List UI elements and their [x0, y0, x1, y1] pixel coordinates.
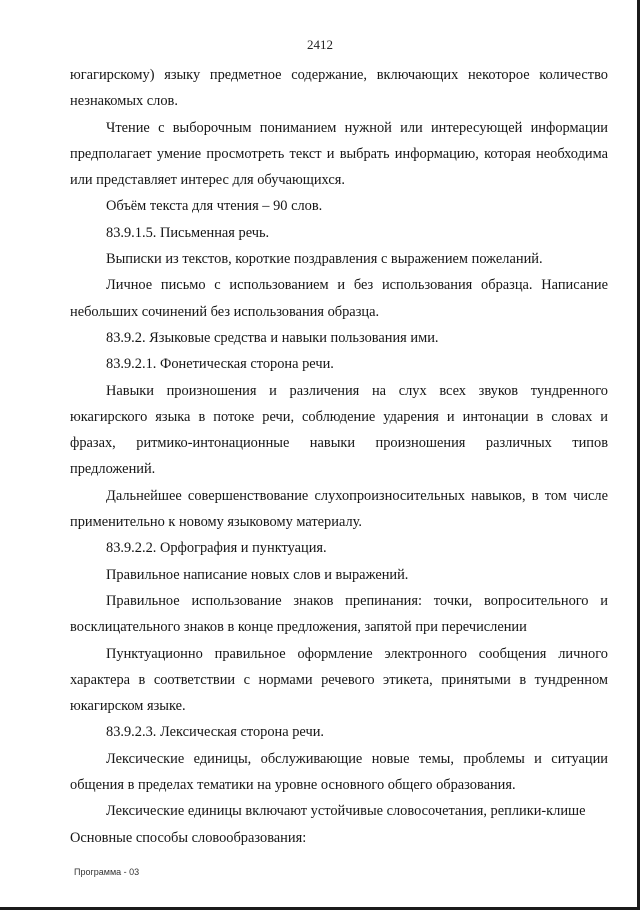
- paragraph-set-phrases: Лексические единицы включают устойчивые словосочетания, реплики-клише: [106, 803, 586, 820]
- heading-lexical: 83.9.2.3. Лексическая сторона речи.: [106, 724, 325, 741]
- heading-language-tools: 83.9.2. Языковые средства и навыки пользования ими.: [106, 329, 439, 346]
- paragraph-continuation: югагирскому) языку предметное содержание, включающих некоторое количество незнакомых слов.: [70, 67, 608, 110]
- paragraph-electronic-message: Пунктуационно правильное оформление электронного сообщения личного характера в соответствии с нормами речевого этикета, принятыми в тундренном юкагирском языке.: [70, 645, 608, 715]
- page-number: 2412: [307, 37, 333, 52]
- heading-written-speech: 83.9.1.5. Письменная речь.: [106, 224, 270, 241]
- paragraph-reading-volume: Объём текста для чтения – 90 слов.: [106, 198, 323, 215]
- footer-label: Программа - 03: [74, 867, 140, 877]
- heading-orthography: 83.9.2.2. Орфография и пунктуация.: [106, 540, 327, 557]
- paragraph-personal-letter: Личное письмо с использованием и без использования образца. Написание небольших сочинений без использования образца.: [70, 277, 608, 320]
- paragraph-lexical-units: Лексические единицы, обслуживающие новые темы, проблемы и ситуации общения в пределах тематики на уровне основного общего образования.: [70, 750, 608, 794]
- paragraph-selective-reading: Чтение с выборочным пониманием нужной или интересующей информации предполагает умение просмотреть текст и выбрать информацию, которая необходима или представляет интерес для обучающихся.: [70, 119, 608, 189]
- paragraph-word-formation: Основные способы словообразования:: [70, 829, 307, 846]
- paragraph-spelling: Правильное написание новых слов и выражений.: [106, 566, 409, 583]
- heading-phonetics: 83.9.2.1. Фонетическая сторона речи.: [106, 356, 334, 373]
- document-body: [70, 62, 608, 851]
- paragraph-pronunciation: Навыки произношения и различения на слух всех звуков тундренного юкагирского языка в потоке речи, соблюдение ударения и интонации в словах и фразах, ритмико-интонационные навыки произношения различных типов предложений.: [70, 382, 608, 478]
- paragraph-auditory-skills: Дальнейшее совершенствование слухопроизносительных навыков, в том числе применительно к новому языковому материалу.: [70, 487, 608, 531]
- paragraph-extracts: Выписки из текстов, короткие поздравления с выражением пожеланий.: [106, 251, 543, 268]
- paragraph-punctuation-marks: Правильное использование знаков препинания: точки, вопросительного и восклицательного знаков в конце предложения, запятой при перечислении: [70, 592, 608, 636]
